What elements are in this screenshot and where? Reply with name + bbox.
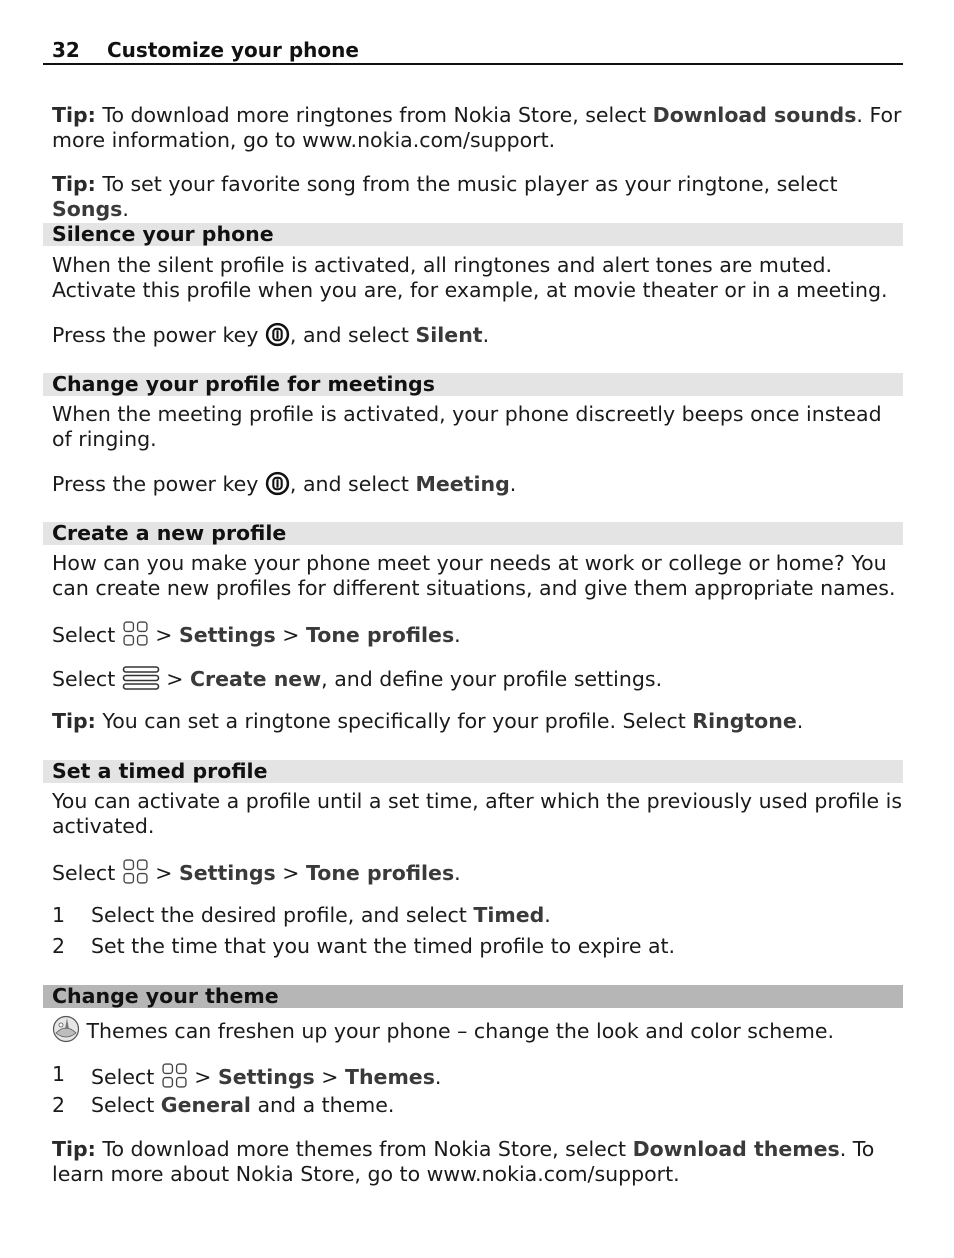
section-heading-timed	[43, 760, 903, 783]
download-sounds-option: Download sounds	[652, 103, 857, 127]
instruction-text: , and select	[289, 472, 416, 496]
silence-body: When the silent profile is activated, all ringtones and alert tones are muted. Activate this profile when you are, for example, at movie theater or in a meeting.	[52, 253, 888, 302]
section-heading-text: Set a timed profile	[52, 759, 268, 783]
tip-label: Tip:	[52, 172, 96, 196]
path-separator: >	[275, 861, 306, 885]
step-text: .	[434, 1065, 442, 1089]
general-option: General	[160, 1093, 251, 1117]
instruction-text: Select	[52, 861, 122, 885]
download-themes-option: Download themes	[632, 1137, 840, 1161]
step-number: 1	[52, 903, 66, 927]
silence-instruction	[52, 322, 904, 348]
running-header	[43, 38, 903, 65]
tip-text: .	[796, 709, 804, 733]
tip-ringtone	[52, 709, 904, 734]
tip-text: To download more ringtones from Nokia Store, select	[95, 103, 653, 127]
section-heading-text: Silence your phone	[52, 222, 274, 246]
section-heading-meetings	[43, 373, 903, 396]
path-separator: >	[275, 623, 306, 647]
page-number: 32	[52, 38, 80, 62]
meeting-body: When the meeting profile is activated, your phone discreetly beeps once instead of ringing.	[52, 402, 882, 451]
theme-body	[52, 1015, 904, 1044]
instruction-text: Press the power key	[52, 472, 265, 496]
tone-profiles-option: Tone profiles	[305, 861, 455, 885]
step-number: 2	[52, 1093, 66, 1117]
songs-option: Songs	[52, 197, 123, 221]
step-text: .	[544, 903, 551, 927]
power-key-icon	[265, 322, 290, 347]
new-profile-select-settings	[52, 620, 904, 648]
step-text: Select the desired profile, and select	[91, 903, 474, 927]
step-text: Select	[91, 1065, 161, 1089]
instruction-text: .	[454, 623, 461, 647]
options-icon	[122, 665, 160, 691]
tip-text: . For more information, go to www.nokia.com/support.	[52, 103, 902, 152]
instruction-text: .	[509, 472, 517, 496]
timed-option: Timed	[473, 903, 545, 927]
section-heading-text: Change your profile for meetings	[52, 372, 435, 396]
step-number: 1	[52, 1062, 66, 1086]
meeting-option: Meeting	[415, 472, 510, 496]
settings-option: Settings	[178, 623, 276, 647]
ringtone-option: Ringtone	[692, 709, 797, 733]
tip-download-themes	[52, 1137, 904, 1187]
tip-label: Tip:	[52, 1137, 96, 1161]
instruction-text: .	[482, 323, 490, 347]
step-text: Select	[91, 1093, 161, 1117]
tip-download-sounds	[52, 103, 904, 153]
instruction-text: , and select	[289, 323, 416, 347]
tip-label: Tip:	[52, 709, 96, 733]
section-heading-text: Change your theme	[52, 984, 279, 1008]
theme-body-text: Themes can freshen up your phone – change the look and color scheme.	[80, 1019, 834, 1043]
chapter-title: Customize your phone	[107, 38, 359, 62]
instruction-text: .	[454, 861, 461, 885]
instruction-text: Select	[52, 623, 122, 647]
instruction-text: Press the power key	[52, 323, 265, 347]
tone-profiles-option: Tone profiles	[305, 623, 455, 647]
section-heading-silence	[43, 223, 903, 246]
step-number: 2	[52, 934, 66, 958]
tip-text: To set your favorite song from the music player as your ringtone, select	[95, 172, 838, 196]
timed-select-settings	[52, 858, 904, 886]
meeting-instruction	[52, 471, 904, 497]
tip-label: Tip:	[52, 103, 96, 127]
themes-option: Themes	[344, 1065, 435, 1089]
step-text: Set the time that you want the timed profile to expire at.	[91, 934, 676, 958]
timed-body: You can activate a profile until a set time, after which the previously used profile is activated.	[52, 789, 903, 838]
tip-text: To download more themes from Nokia Store, select	[95, 1137, 633, 1161]
step-text: and a theme.	[250, 1093, 395, 1117]
tip-text: You can set a ringtone specifically for your profile. Select	[95, 709, 693, 733]
path-separator: >	[148, 623, 179, 647]
section-heading-text: Create a new profile	[52, 521, 287, 545]
new-profile-select-create	[52, 665, 904, 692]
section-heading-theme	[43, 985, 903, 1008]
tip-text: .	[122, 197, 129, 221]
theme-icon	[52, 1015, 80, 1043]
power-key-icon	[265, 471, 290, 496]
apps-menu-icon	[122, 858, 149, 885]
apps-menu-icon	[161, 1062, 188, 1089]
instruction-text: , and define your profile settings.	[321, 667, 663, 691]
instruction-text: Select	[52, 667, 122, 691]
settings-option: Settings	[178, 861, 276, 885]
path-separator: >	[314, 1065, 345, 1089]
path-separator: >	[159, 667, 190, 691]
apps-menu-icon	[122, 620, 149, 647]
tip-text: . To learn more about Nokia Store, go to www.nokia.com/support.	[52, 1137, 875, 1186]
silent-option: Silent	[415, 323, 483, 347]
new-profile-body: How can you make your phone meet your needs at work or college or home? You can create new profiles for different situations, and give them appropriate names.	[52, 551, 896, 600]
settings-option: Settings	[217, 1065, 315, 1089]
tip-songs	[52, 172, 904, 222]
create-new-option: Create new	[189, 667, 322, 691]
path-separator: >	[187, 1065, 218, 1089]
path-separator: >	[148, 861, 179, 885]
section-heading-new-profile	[43, 522, 903, 545]
